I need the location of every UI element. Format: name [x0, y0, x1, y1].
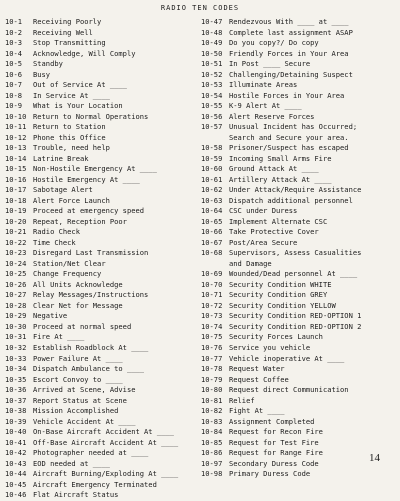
code-row: [5, 133, 195, 144]
code-number: 10-72: [201, 300, 223, 310]
code-row: [201, 101, 397, 112]
code-row: [5, 448, 195, 459]
code-meaning: Change Frequency: [33, 269, 102, 279]
code-meaning: Implement Alternate CSC: [229, 216, 328, 226]
code-number: 10-86: [201, 448, 223, 458]
code-number: 10-61: [201, 174, 223, 184]
code-meaning: Illuminate Areas: [229, 80, 298, 90]
code-meaning: Proceed at emergency speed: [33, 206, 145, 216]
code-row: [201, 438, 397, 449]
code-meaning: Vehicle Accident At ____: [33, 416, 136, 426]
code-meaning: Phone this Office: [33, 132, 106, 142]
code-number: 10-39: [5, 416, 27, 426]
code-number: 10-52: [201, 69, 223, 79]
code-meaning: Request Coffee: [229, 374, 289, 384]
code-number: 10-25: [5, 269, 27, 279]
code-meaning: Receiving Well: [33, 27, 93, 37]
code-meaning: Stop Transmitting: [33, 38, 106, 48]
code-number: 10-67: [201, 237, 223, 247]
code-meaning: Request for Range Fire: [229, 448, 323, 458]
code-number: 10-58: [201, 143, 223, 153]
code-meaning: All Units Acknowledge: [33, 279, 123, 289]
code-number: 10-84: [201, 427, 223, 437]
code-row: [5, 206, 195, 217]
code-meaning: Primary Duress Code: [229, 469, 311, 479]
code-number: 10-56: [201, 111, 223, 121]
code-row: [5, 164, 195, 175]
code-number: 10-41: [5, 437, 27, 447]
code-meaning: Return to Normal Operations: [33, 111, 149, 121]
code-meaning: Out of Service At ____: [33, 80, 127, 90]
code-meaning: Prisoner/Suspect has escaped: [229, 143, 349, 153]
code-number: 10-44: [5, 469, 27, 479]
code-row: [5, 427, 195, 438]
code-meaning: Request Water: [229, 364, 285, 374]
code-row: [201, 448, 397, 459]
code-meaning: Arrived at Scene, Advise: [33, 385, 136, 395]
code-number: 10-76: [201, 342, 223, 352]
code-meaning: Request for Recon Fire: [229, 427, 323, 437]
code-row: [201, 227, 397, 238]
page-number: 14: [369, 452, 380, 464]
code-row: [201, 80, 397, 91]
code-row: [201, 396, 397, 407]
code-number: 10-24: [5, 258, 27, 268]
code-meaning: Time Check: [33, 237, 76, 247]
code-row: [5, 59, 195, 70]
code-number: 10-80: [201, 385, 223, 395]
code-meaning: EOD needed at ____: [33, 458, 110, 468]
code-meaning: and Damage: [229, 258, 272, 268]
code-number: 10-33: [5, 353, 27, 363]
code-meaning: Aircraft Burning/Exploding At ____: [33, 469, 179, 479]
code-row: [201, 469, 397, 480]
code-meaning: Search and Secure your area.: [229, 132, 349, 142]
code-number: 10-47: [201, 17, 223, 26]
code-meaning: Flat Aircraft Status: [33, 490, 119, 500]
code-number: 10-7: [5, 80, 23, 90]
code-meaning: Fire At ____: [33, 332, 85, 342]
code-number: 10-98: [201, 469, 223, 479]
code-meaning: Incoming Small Arms Fire: [229, 153, 332, 163]
code-number: 10-70: [201, 279, 223, 289]
code-meaning: Under Attack/Require Assistance: [229, 185, 362, 195]
code-row: [201, 217, 397, 228]
code-number: 10-12: [5, 132, 27, 142]
code-meaning: Hostile Emergency At ____: [33, 174, 140, 184]
code-number: 10-10: [5, 111, 27, 121]
code-row: [5, 354, 195, 365]
code-number: 10-83: [201, 416, 223, 426]
code-meaning: Mission Accomplished: [33, 406, 119, 416]
code-meaning: Unusual Incident has Occurred;: [229, 122, 358, 132]
code-meaning: Station/Net Clear: [33, 258, 106, 268]
code-number: 10-73: [201, 311, 223, 321]
code-row: [5, 154, 195, 165]
code-meaning: Security Condition RED-OPTION 2: [229, 321, 362, 331]
code-row: [201, 154, 397, 165]
code-number: 10-53: [201, 80, 223, 90]
code-meaning: Non-Hostile Emergency At ____: [33, 164, 157, 174]
code-meaning: Sabotage Alert: [33, 185, 93, 195]
code-row: [201, 301, 397, 312]
code-number: 10-79: [201, 374, 223, 384]
page-title: RADIO TEN CODES: [160, 4, 240, 12]
code-meaning: In Service At ____: [33, 90, 110, 100]
code-number: 10-26: [5, 279, 27, 289]
code-row: [201, 280, 397, 291]
code-row: [201, 28, 397, 39]
code-row: [201, 196, 397, 207]
code-number: 10-1: [5, 17, 23, 26]
code-row: [201, 164, 397, 175]
code-row: [201, 459, 397, 470]
code-number: 10-28: [5, 300, 27, 310]
code-row: [5, 396, 195, 407]
code-row: [5, 280, 195, 291]
code-row: [5, 122, 195, 133]
code-number: 10-15: [5, 164, 27, 174]
code-number: 10-8: [5, 90, 23, 100]
code-number: 10-43: [5, 458, 27, 468]
code-number: 10-40: [5, 427, 27, 437]
code-meaning: Power Failure At ____: [33, 353, 123, 363]
code-meaning: Request for Test Fire: [229, 437, 319, 447]
code-meaning: Fight At ____: [229, 406, 285, 416]
code-meaning: Challenging/Detaining Suspect: [229, 69, 353, 79]
code-number: 10-81: [201, 395, 223, 405]
code-number: 10-66: [201, 227, 223, 237]
code-number: 10-32: [5, 342, 27, 352]
code-meaning: Busy: [33, 69, 51, 79]
code-number: 10-55: [201, 101, 223, 111]
code-row: [201, 133, 397, 144]
code-meaning: Relief: [229, 395, 255, 405]
code-meaning: Clear Net for Message: [33, 300, 123, 310]
code-number: 10-62: [201, 185, 223, 195]
code-row: [201, 17, 397, 28]
code-number: 10-19: [5, 206, 27, 216]
code-row: [5, 269, 195, 280]
code-number: 10-2: [5, 27, 23, 37]
code-row: [201, 112, 397, 123]
code-row: [201, 206, 397, 217]
code-number: 10-30: [5, 321, 27, 331]
code-row: [201, 38, 397, 49]
code-meaning: Escort Convoy to ____: [33, 374, 123, 384]
code-number: 10-68: [201, 248, 223, 258]
code-meaning: Security Condition RED-OPTION 1: [229, 311, 362, 321]
code-meaning: In Post ____ Secure: [229, 59, 311, 69]
code-number: 10-5: [5, 59, 23, 69]
code-row: [5, 185, 195, 196]
code-row: [5, 80, 195, 91]
code-row: [201, 248, 397, 259]
code-number: 10-29: [5, 311, 27, 321]
code-meaning: Dispatch Ambulance to ____: [33, 364, 145, 374]
code-row: [5, 217, 195, 228]
code-number: 10-77: [201, 353, 223, 363]
code-number: 10-14: [5, 153, 27, 163]
code-row: [5, 490, 195, 501]
code-number: 10-78: [201, 364, 223, 374]
code-meaning: Alert Reserve Forces: [229, 111, 315, 121]
code-number: 10-75: [201, 332, 223, 342]
code-row: [201, 70, 397, 81]
code-row: [5, 406, 195, 417]
code-row: [5, 469, 195, 480]
code-meaning: Return to Station: [33, 122, 106, 132]
code-row: [5, 238, 195, 249]
code-meaning: Dispatch additional personnel: [229, 195, 353, 205]
code-row: [5, 143, 195, 154]
code-meaning: Request direct Communication: [229, 385, 349, 395]
code-number: 10-71: [201, 290, 223, 300]
code-number: [201, 259, 229, 270]
code-meaning: Vehicle inoperative At ____: [229, 353, 345, 363]
code-row: [5, 301, 195, 312]
code-row: [201, 122, 397, 133]
code-meaning: Relay Messages/Instructions: [33, 290, 149, 300]
code-row: [201, 364, 397, 375]
code-row: [201, 185, 397, 196]
code-meaning: Take Protective Cover: [229, 227, 319, 237]
code-meaning: On-Base Aircraft Accident At ____: [33, 427, 174, 437]
code-meaning: Off-Base Aircraft Accident At ____: [33, 437, 179, 447]
code-number: 10-64: [201, 206, 223, 216]
code-meaning: Rendezvous With ____ at ____: [229, 17, 349, 26]
code-row: [201, 59, 397, 70]
code-number: 10-60: [201, 164, 223, 174]
code-meaning: Acknowledge, Will Comply: [33, 48, 136, 58]
code-number: 10-85: [201, 437, 223, 447]
code-number: 10-20: [5, 216, 27, 226]
code-row: [5, 101, 195, 112]
code-meaning: Latrine Break: [33, 153, 89, 163]
code-row: [201, 269, 397, 280]
code-meaning: Assignment Completed: [229, 416, 315, 426]
code-number: 10-13: [5, 143, 27, 153]
code-meaning: Security Forces Launch: [229, 332, 323, 342]
code-row: [201, 385, 397, 396]
code-row: [201, 175, 397, 186]
code-meaning: Security Condition GREY: [229, 290, 328, 300]
code-meaning: Supervisors, Assess Casualities: [229, 248, 362, 258]
code-meaning: K-9 Alert At ____: [229, 101, 302, 111]
code-meaning: Wounded/Dead personnel At ____: [229, 269, 358, 279]
code-meaning: Artillery Attack At ____: [229, 174, 332, 184]
code-row: [201, 311, 397, 322]
code-row: [201, 354, 397, 365]
code-number: 10-69: [201, 269, 223, 279]
code-row: [5, 290, 195, 301]
code-row: [201, 259, 397, 270]
code-row: [201, 49, 397, 60]
code-row: [201, 406, 397, 417]
code-row: [5, 417, 195, 428]
code-number: 10-97: [201, 458, 223, 468]
code-row: [5, 480, 195, 491]
code-meaning: Hostile Forces in Your Area: [229, 90, 345, 100]
code-meaning: Repeat, Reception Poor: [33, 216, 127, 226]
code-row: [201, 143, 397, 154]
code-row: [201, 91, 397, 102]
code-number: 10-27: [5, 290, 27, 300]
code-row: [5, 112, 195, 123]
code-number: 10-16: [5, 174, 27, 184]
code-row: [5, 38, 195, 49]
code-number: 10-48: [201, 27, 223, 37]
code-number: 10-65: [201, 216, 223, 226]
code-number: 10-4: [5, 48, 23, 58]
code-number: 10-42: [5, 448, 27, 458]
code-meaning: Photographer needed at ____: [33, 448, 149, 458]
code-meaning: Disregard Last Transmission: [33, 248, 149, 258]
code-row: [5, 322, 195, 333]
code-meaning: CSC under Duress: [229, 206, 298, 216]
code-row: [5, 91, 195, 102]
code-number: 10-57: [201, 122, 223, 132]
code-number: 10-51: [201, 59, 223, 69]
code-row: [201, 375, 397, 386]
code-row: [5, 196, 195, 207]
code-number: [201, 133, 229, 144]
code-row: [5, 227, 195, 238]
code-row: [201, 343, 397, 354]
code-row: [5, 364, 195, 375]
code-row: [201, 238, 397, 249]
code-meaning: Service you vehicle: [229, 342, 311, 352]
code-number: 10-82: [201, 406, 223, 416]
code-meaning: Friendly Forces in Your Area: [229, 48, 349, 58]
code-row: [5, 259, 195, 270]
code-meaning: Proceed at normal speed: [33, 321, 132, 331]
code-number: 10-38: [5, 406, 27, 416]
code-meaning: Report Status at Scene: [33, 395, 127, 405]
code-row: [5, 49, 195, 60]
code-number: 10-49: [201, 38, 223, 48]
code-meaning: Complete last assignment ASAP: [229, 27, 353, 37]
code-number: 10-45: [5, 479, 27, 489]
code-number: 10-63: [201, 195, 223, 205]
code-row: [5, 375, 195, 386]
code-row: [201, 322, 397, 333]
code-meaning: Alert Force Launch: [33, 195, 110, 205]
code-row: [201, 290, 397, 301]
code-number: 10-6: [5, 69, 23, 79]
code-meaning: Aircraft Emergency Terminated: [33, 479, 157, 489]
code-row: [5, 70, 195, 81]
code-meaning: Trouble, need help: [33, 143, 110, 153]
code-meaning: Post/Area Secure: [229, 237, 298, 247]
code-row: [5, 175, 195, 186]
code-number: 10-11: [5, 122, 27, 132]
code-meaning: Security Condition WHITE: [229, 279, 332, 289]
code-row: [201, 332, 397, 343]
code-number: 10-46: [5, 490, 27, 500]
code-number: 10-36: [5, 385, 27, 395]
codes-column-right: [201, 17, 397, 480]
code-number: 10-18: [5, 195, 27, 205]
code-number: 10-21: [5, 227, 27, 237]
code-number: 10-74: [201, 321, 223, 331]
code-row: [5, 385, 195, 396]
code-meaning: Negative: [33, 311, 68, 321]
codes-column-left: [5, 17, 195, 501]
code-number: 10-54: [201, 90, 223, 100]
code-meaning: Establish Roadblock At ____: [33, 342, 149, 352]
code-number: 10-50: [201, 48, 223, 58]
code-row: [5, 28, 195, 39]
code-row: [5, 343, 195, 354]
code-meaning: Security Condition YELLOW: [229, 300, 336, 310]
code-number: 10-9: [5, 101, 23, 111]
code-number: 10-37: [5, 395, 27, 405]
code-number: 10-35: [5, 374, 27, 384]
code-number: 10-17: [5, 185, 27, 195]
code-number: 10-3: [5, 38, 23, 48]
code-number: 10-59: [201, 153, 223, 163]
code-row: [5, 438, 195, 449]
code-row: [5, 332, 195, 343]
code-row: [5, 17, 195, 28]
code-row: [5, 311, 195, 322]
code-number: 10-31: [5, 332, 27, 342]
code-number: 10-34: [5, 364, 27, 374]
code-meaning: Ground Attack At ____: [229, 164, 319, 174]
code-meaning: What is Your Location: [33, 101, 123, 111]
code-number: 10-23: [5, 248, 27, 258]
code-row: [201, 417, 397, 428]
code-meaning: Receiving Poorly: [33, 17, 102, 26]
code-meaning: Secondary Duress Code: [229, 458, 319, 468]
code-meaning: Standby: [33, 59, 63, 69]
code-meaning: Do you copy?/ Do copy: [229, 38, 319, 48]
code-row: [5, 459, 195, 470]
code-meaning: Radio Check: [33, 227, 80, 237]
code-row: [5, 248, 195, 259]
code-number: 10-22: [5, 237, 27, 247]
code-row: [201, 427, 397, 438]
